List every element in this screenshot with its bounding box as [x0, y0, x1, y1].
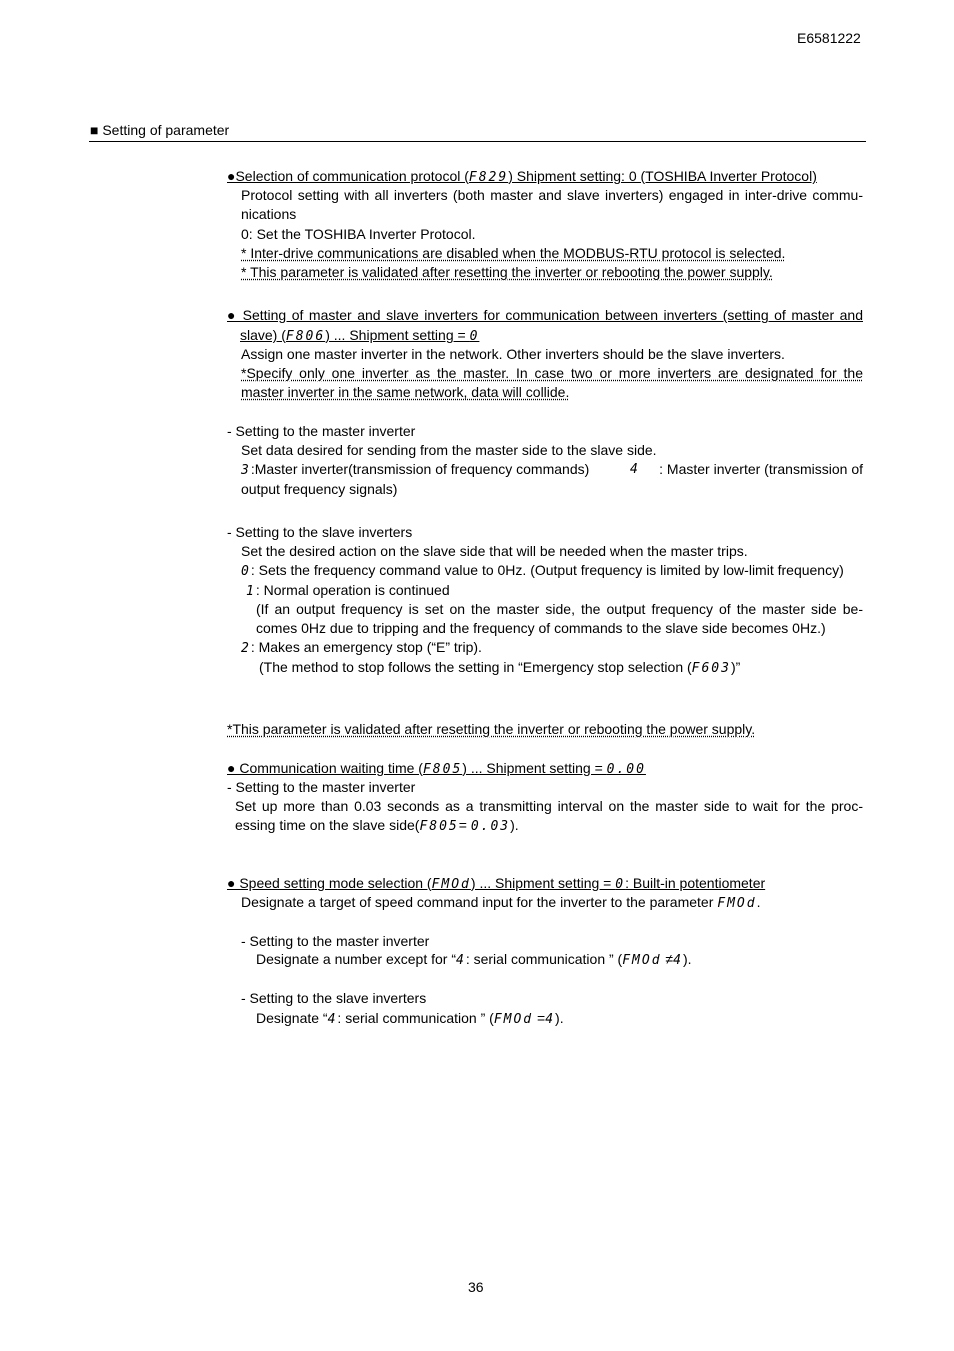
option-code-4-slave: 4 — [327, 1012, 338, 1027]
waiting-time-heading: - Setting to the master inverter — [227, 779, 416, 795]
master-slave-note-1: *Specify only one inverter as the master. In case two or more inverters are designated for the — [241, 365, 863, 381]
param-code-fmod-3: FMOd — [622, 953, 662, 968]
option-code-2: 2 — [241, 641, 251, 656]
param-code-fmod: FMOd — [431, 877, 471, 892]
speed-mode-shipment-label: ) ... Shipment setting = — [470, 875, 616, 891]
option-2-note-end: )” — [730, 659, 741, 675]
option-2-text: : Makes an emergency stop (“E” trip). — [250, 639, 482, 655]
waiting-time-value: 0.03 — [470, 819, 511, 834]
speed-mode-title — [227, 874, 765, 894]
protocol-note-1: * Inter-drive communications are disabled when the MODBUS-RTU protocol is selected. — [241, 245, 786, 261]
master-setting-option-4-cont: output frequency signals) — [241, 481, 398, 497]
master-slave-title-2 — [240, 326, 479, 346]
protocol-desc-1: Protocol setting with all inverters (both master and slave inverters) engaged in inter-drive commu- — [241, 187, 863, 203]
waiting-time-shipment-value: 0.00 — [606, 762, 646, 777]
waiting-time-title — [227, 759, 646, 779]
equals-sign-2: = — [533, 1010, 546, 1026]
speed-mode-desc-end: . — [756, 894, 761, 910]
validation-note: *This parameter is validated after resetting the inverter or rebooting the power supply. — [227, 721, 756, 737]
protocol-note-2: * This parameter is validated after resetting the inverter or rebooting the power supply. — [241, 264, 773, 280]
speed-mode-slave-heading: - Setting to the slave inverters — [241, 990, 427, 1006]
param-code-fmod-4: FMOd — [493, 1012, 534, 1027]
slave-option-2 — [241, 638, 482, 658]
speed-mode-title-text: ● Speed setting mode selection ( — [227, 875, 432, 891]
not-equal-sign: ≠ — [661, 951, 674, 967]
slave-desc-text: Designate “ — [256, 1010, 328, 1026]
slave-desc-end: ). — [555, 1010, 564, 1026]
master-setting-option-3 — [241, 460, 589, 480]
param-code-f829: F829 — [468, 170, 509, 185]
section-heading: ■ Setting of parameter — [90, 122, 230, 138]
option-code-4-master: 4 — [456, 953, 466, 968]
waiting-time-desc-text: essing time on the slave side( — [235, 817, 420, 833]
option-code-1: 1 — [246, 584, 256, 599]
param-code-f603: F603 — [691, 661, 731, 676]
speed-mode-master-heading: - Setting to the master inverter — [241, 933, 430, 949]
master-slave-shipment-value: 0 — [469, 329, 480, 344]
slave-desc-mid: : serial communication ” ( — [337, 1010, 494, 1026]
speed-mode-slave-desc — [256, 1009, 564, 1029]
option-2-note-text: (The method to stop follows the setting in “Emergency stop selection ( — [259, 659, 692, 675]
option-code-4: 4 — [630, 462, 640, 477]
param-code-f806: F806 — [285, 329, 326, 344]
speed-mode-desc — [241, 893, 760, 913]
param-code-f805-2: F805 — [419, 819, 459, 834]
master-desc-end: ). — [682, 951, 692, 967]
waiting-time-title-text: ● Communication waiting time ( — [227, 760, 423, 776]
param-code-fmod-2: FMOd — [717, 896, 757, 911]
option-1-text: : Normal operation is continued — [255, 582, 450, 598]
slave-option-1 — [246, 581, 450, 601]
protocol-desc-2: nications — [241, 206, 297, 222]
document-number: E6581222 — [797, 30, 861, 46]
slave-option-0 — [241, 561, 844, 581]
speed-mode-shipment-value: 0 — [615, 877, 626, 892]
protocol-title — [227, 167, 817, 187]
waiting-time-desc-1: Set up more than 0.03 seconds as a transmitting interval on the master side to wait for the proc- — [235, 798, 863, 814]
master-desc-text: Designate a number except for “ — [256, 951, 456, 967]
heading-rule — [89, 141, 866, 142]
param-code-f805: F805 — [422, 762, 463, 777]
option-0-text: : Sets the frequency command value to 0Hz. (Output frequency is limited by low-limit frequency) — [250, 562, 844, 578]
slave-option-2-note — [259, 658, 740, 678]
speed-mode-desc-text: Designate a target of speed command input for the inverter to the parameter — [241, 894, 718, 910]
option-code-0: 0 — [241, 564, 251, 579]
waiting-time-shipment-label: ) ... Shipment setting = — [462, 760, 607, 776]
slave-setting-desc: Set the desired action on the slave side that will be needed when the master trips. — [241, 543, 748, 559]
option-3-text: :Master inverter(transmission of frequency commands) — [250, 461, 590, 477]
slave-option-1-note-1: (If an output frequency is set on the master side, the output frequency of the master side be- — [256, 601, 863, 617]
master-setting-option-4 — [630, 460, 863, 479]
protocol-title-text: ●Selection of communication protocol ( — [227, 168, 469, 184]
slave-setting-heading: - Setting to the slave inverters — [227, 524, 413, 540]
master-slave-title-text: slave) ( — [240, 327, 286, 343]
master-setting-heading: - Setting to the master inverter — [227, 423, 416, 439]
speed-mode-master-desc — [256, 950, 692, 970]
slave-option-1-note-2: comes 0Hz due to tripping and the frequency of commands to the slave side becomes 0Hz.) — [256, 620, 826, 636]
option-4-text: : Master inverter (transmission of — [659, 461, 863, 477]
slave-value: 4 — [545, 1012, 556, 1027]
master-setting-desc: Set data desired for sending from the master side to the slave side. — [241, 442, 657, 458]
master-slave-shipment-label: ) ... Shipment setting = — [325, 327, 470, 343]
master-value: 4 — [673, 953, 683, 968]
equals-sign: = — [458, 817, 471, 833]
master-slave-title-1: ● Setting of master and slave inverters for communication between inverters (setting of master and — [227, 307, 863, 323]
protocol-shipment-setting: ) Shipment setting: 0 (TOSHIBA Inverter Protocol) — [508, 168, 817, 184]
waiting-time-desc-2 — [235, 816, 519, 836]
page-number: 36 — [468, 1279, 484, 1295]
speed-mode-shipment-desc: : Built-in potentiometer — [625, 875, 766, 891]
master-slave-desc: Assign one master inverter in the network. Other inverters should be the slave inverters. — [241, 346, 785, 362]
master-desc-mid: : serial communication ” ( — [465, 951, 623, 967]
protocol-option-0: 0: Set the TOSHIBA Inverter Protocol. — [241, 226, 476, 242]
waiting-time-desc-end: ). — [510, 817, 519, 833]
master-slave-note-2: master inverter in the same network, data will collide. — [241, 384, 570, 400]
option-code-3: 3 — [241, 463, 251, 478]
